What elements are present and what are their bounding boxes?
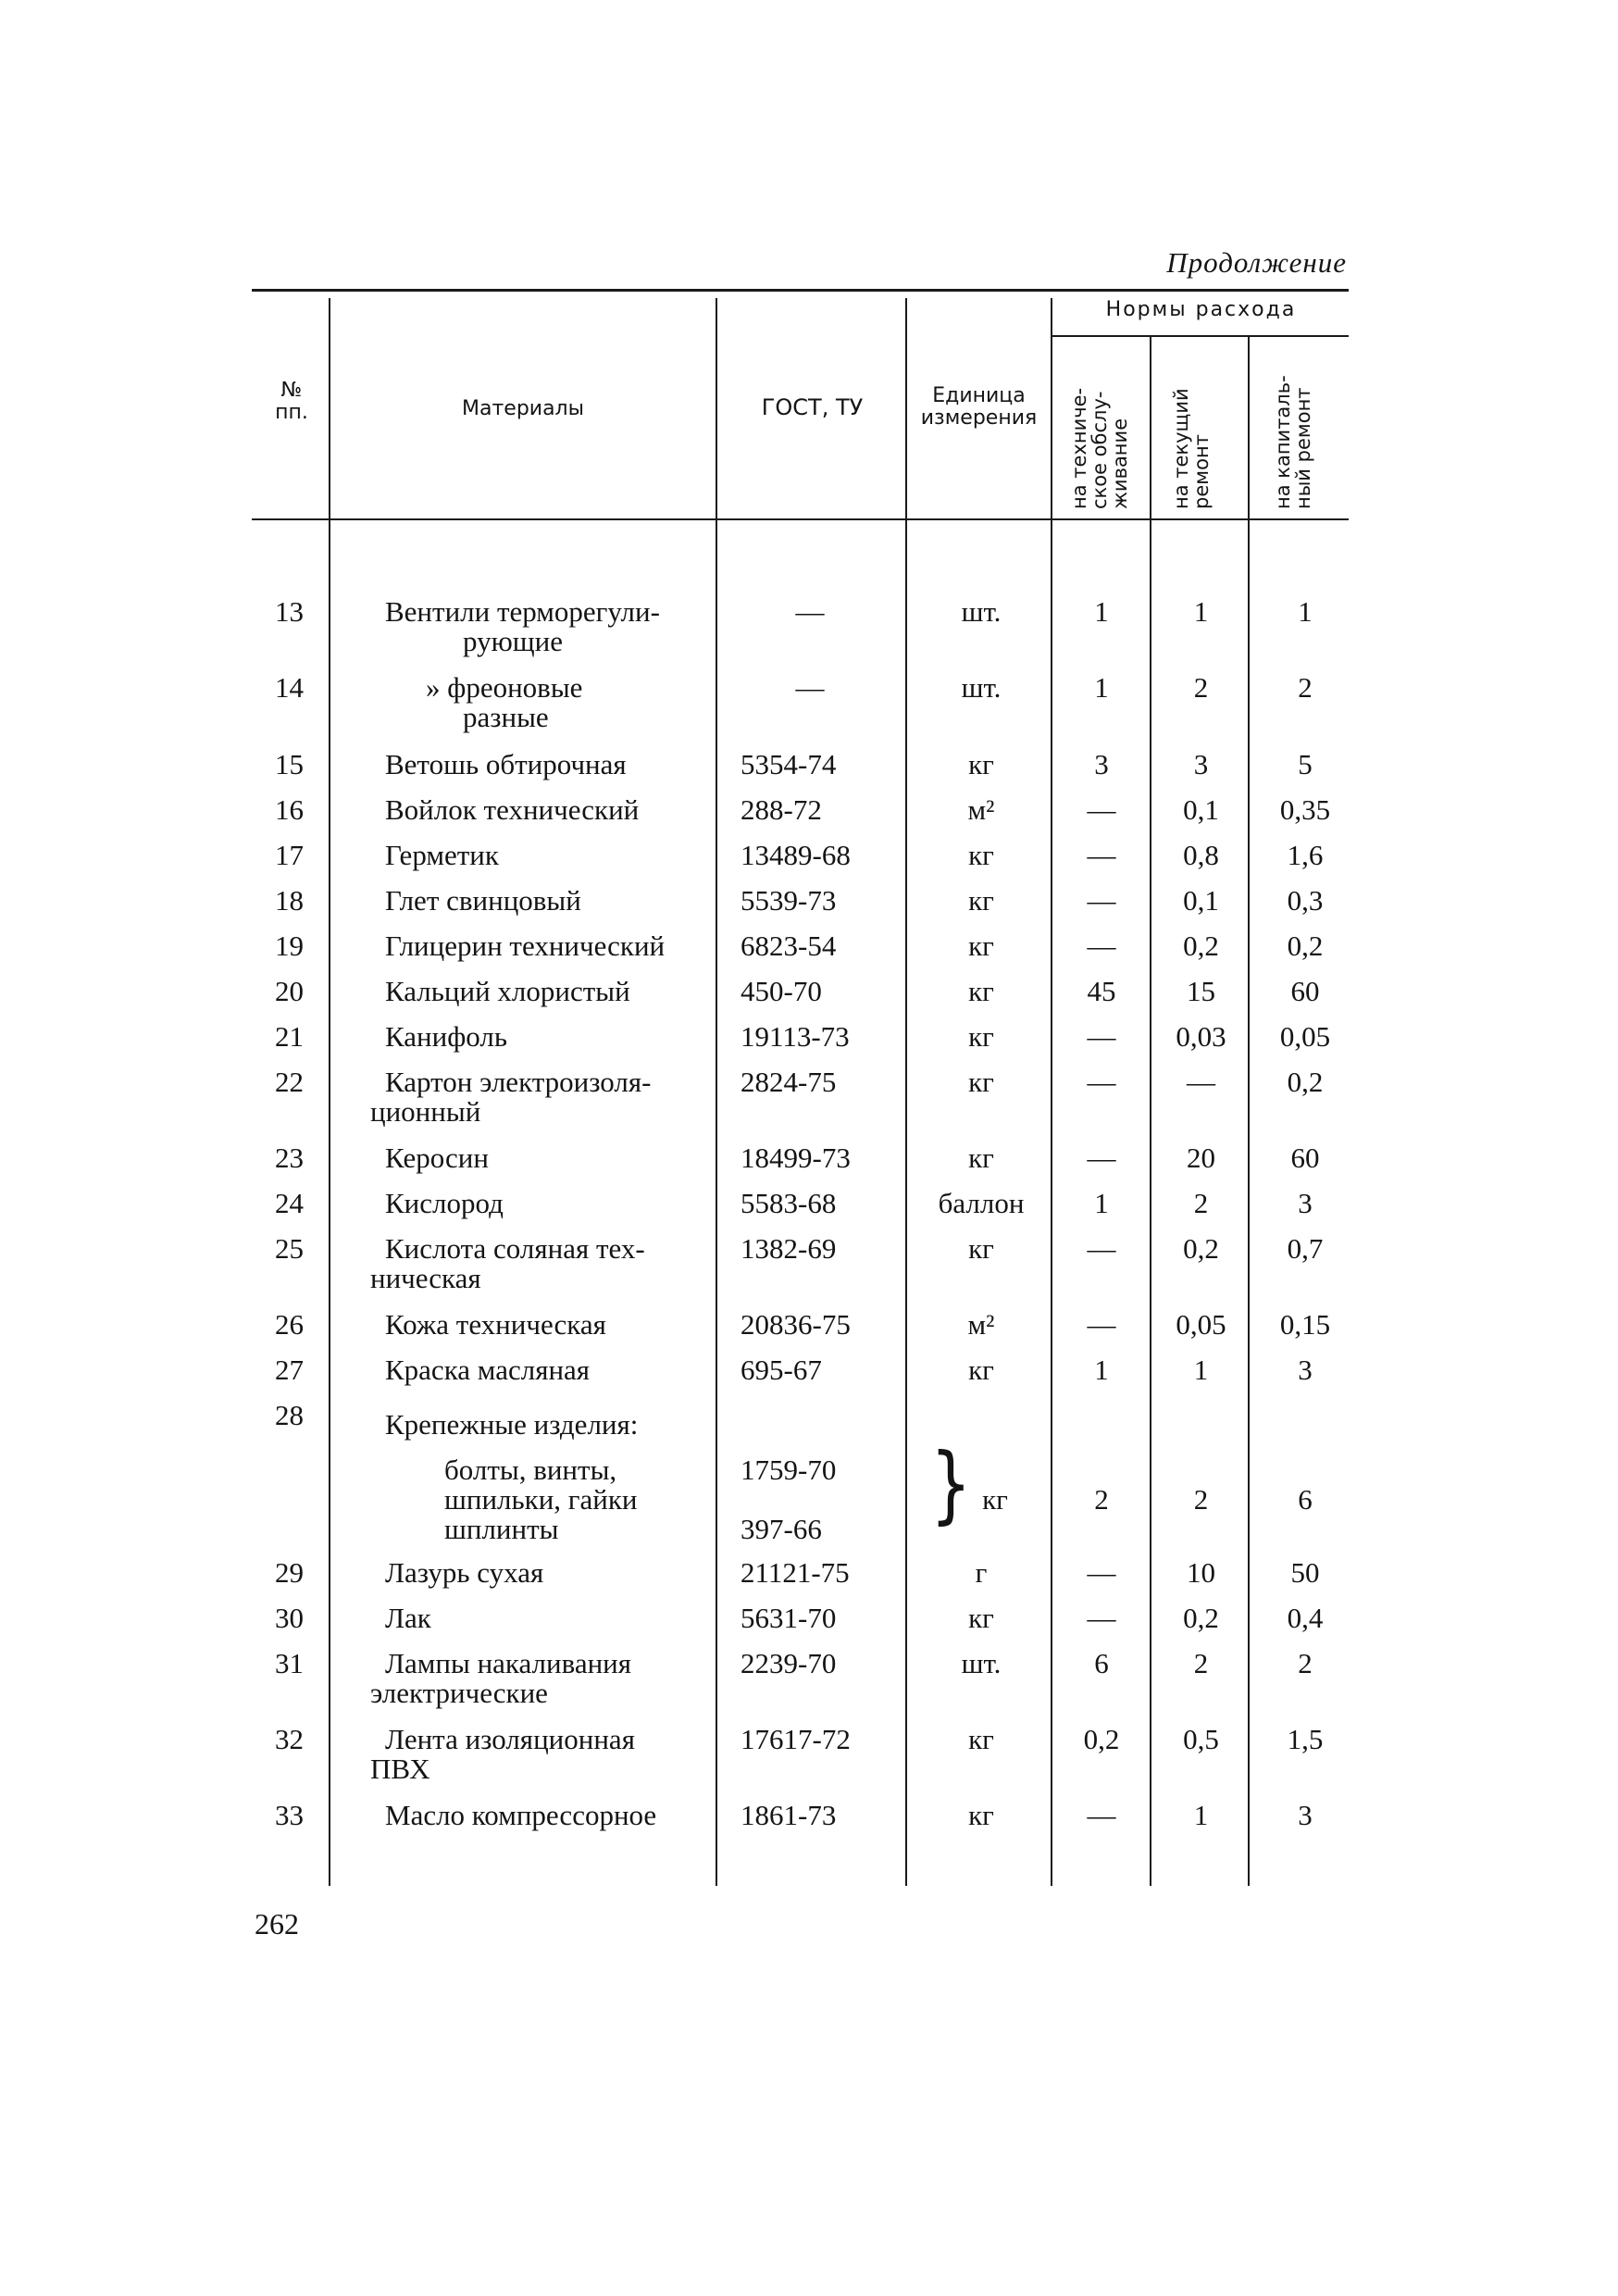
row-num: 20: [275, 975, 304, 1007]
row-norm-capital-repair: 3: [1298, 1799, 1313, 1831]
row-material-line: Масло компрессорное: [385, 1799, 657, 1831]
row-norm-capital-repair: 3: [1298, 1354, 1313, 1386]
row-norm-maintenance: 3: [1094, 748, 1109, 780]
row-unit: кг: [968, 1020, 994, 1053]
row-unit: м²: [967, 793, 995, 826]
row-norm-current-repair: 0,03: [1176, 1020, 1226, 1053]
row-material-line: рующие: [463, 625, 563, 657]
row-material: [370, 1143, 722, 1173]
row-norm-capital-repair: 0,3: [1287, 884, 1324, 917]
row-num: 31: [275, 1647, 304, 1679]
row-unit: шт.: [961, 595, 1002, 628]
row-norm-current-repair: 10: [1187, 1556, 1215, 1589]
row-num: 29: [275, 1556, 304, 1589]
row-gost: 2239-70: [741, 1647, 837, 1679]
row-28-norm-3: 6: [1298, 1483, 1313, 1516]
row-material: [370, 673, 722, 732]
row-gost: 20836-75: [741, 1308, 851, 1341]
row-norm-maintenance: 1: [1094, 1354, 1109, 1386]
row-norm-current-repair: 0,2: [1183, 930, 1219, 962]
row-material: [370, 1310, 722, 1340]
row-gost: —: [795, 671, 825, 704]
row-unit: шт.: [961, 671, 1002, 704]
row-unit: кг: [968, 1232, 994, 1265]
row-material-line: электрические: [370, 1677, 548, 1709]
row-gost: 5539-73: [741, 884, 837, 917]
row-num: 22: [275, 1066, 304, 1098]
row-norm-maintenance: 1: [1094, 595, 1109, 628]
row-material-line: разные: [463, 701, 549, 733]
row-norm-capital-repair: 3: [1298, 1187, 1313, 1219]
row-material-line: Лак: [385, 1602, 431, 1634]
row-material-line: Герметик: [385, 839, 499, 871]
header-bottom-rule: [252, 518, 1349, 520]
row-28-gost-2: 397-66: [741, 1513, 822, 1545]
row-material: [370, 1649, 722, 1708]
row-28-norm-1: 2: [1094, 1483, 1109, 1516]
row-material: [370, 886, 722, 916]
row-material-line: ническая: [370, 1262, 481, 1294]
row-norm-maintenance: —: [1087, 1308, 1116, 1341]
row-norm-capital-repair: 0,15: [1279, 1308, 1331, 1341]
row-norm-maintenance: —: [1087, 1556, 1116, 1589]
row-28-norm-2: 2: [1193, 1483, 1209, 1516]
continuation-label: Продолжение: [1166, 246, 1347, 279]
col-divider-3: [905, 298, 907, 1886]
row-material: [370, 1189, 722, 1218]
row-unit: кг: [968, 839, 994, 871]
row-norm-maintenance: —: [1087, 839, 1116, 871]
row-norm-current-repair: 0,5: [1183, 1723, 1219, 1755]
row-gost: 19113-73: [741, 1020, 850, 1053]
row-norm-maintenance: —: [1087, 793, 1116, 826]
row-material: [370, 1558, 722, 1588]
row-norm-capital-repair: 0,4: [1287, 1602, 1324, 1634]
row-material: [370, 1067, 722, 1127]
row-gost: 695-67: [741, 1354, 822, 1386]
header-norms: Нормы расхода: [1105, 298, 1297, 321]
header-materials: Материалы: [462, 397, 584, 420]
row-num: 26: [275, 1308, 304, 1341]
row-gost: 21121-75: [741, 1556, 850, 1589]
row-norm-current-repair: 0,05: [1176, 1308, 1226, 1341]
page-number: 262: [255, 1907, 299, 1940]
row-num: 23: [275, 1142, 304, 1174]
row-material-line: Вентили терморегули-: [385, 595, 660, 628]
row-gost: 13489-68: [741, 839, 851, 871]
row-material: [370, 841, 722, 870]
row-material-line: Лазурь сухая: [385, 1556, 544, 1589]
row-material: [370, 931, 722, 961]
row-material-line: Кислота соляная тех-: [385, 1232, 645, 1265]
row-material-line: Кожа техническая: [385, 1308, 606, 1341]
row-unit: кг: [968, 1723, 994, 1755]
row-gost: 5631-70: [741, 1602, 837, 1634]
row-norm-current-repair: 0,8: [1183, 839, 1219, 871]
header-unit: Единица измерения: [920, 384, 1038, 430]
row-norm-maintenance: 6: [1094, 1647, 1109, 1679]
row-norm-current-repair: 1: [1193, 1354, 1209, 1386]
row-gost: 1382-69: [741, 1232, 837, 1265]
row-norm-current-repair: 2: [1193, 1187, 1209, 1219]
row-gost: 450-70: [741, 975, 822, 1007]
row-norm-maintenance: —: [1087, 1232, 1116, 1265]
row-norm-maintenance: 1: [1094, 671, 1109, 704]
row-28-unit: кг: [982, 1483, 1008, 1516]
row-norm-maintenance: —: [1087, 1066, 1116, 1098]
row-gost: 17617-72: [741, 1723, 851, 1755]
row-material: [370, 597, 722, 656]
row-28-sub-3: шплинты: [444, 1513, 559, 1545]
row-material: [370, 1725, 722, 1784]
row-norm-current-repair: 20: [1187, 1142, 1215, 1174]
row-num: 27: [275, 1354, 304, 1386]
row-norm-capital-repair: 0,2: [1287, 930, 1324, 962]
row-num: 15: [275, 748, 304, 780]
row-num: 17: [275, 839, 304, 871]
row-gost: 288-72: [741, 793, 822, 826]
row-material-line: Глет свинцовый: [385, 884, 581, 917]
row-28-sub-2: шпильки, гайки: [444, 1483, 638, 1516]
row-gost: 18499-73: [741, 1142, 851, 1174]
row-norm-capital-repair: 5: [1298, 748, 1313, 780]
row-material: [370, 1022, 722, 1052]
row-norm-capital-repair: 1,5: [1287, 1723, 1324, 1755]
row-norm-current-repair: 1: [1193, 1799, 1209, 1831]
row-norm-capital-repair: 0,2: [1287, 1066, 1324, 1098]
row-unit: кг: [968, 930, 994, 962]
row-material-line: » фреоновые: [426, 671, 583, 704]
row-norm-capital-repair: 50: [1290, 1556, 1320, 1589]
row-gost: 5583-68: [741, 1187, 837, 1219]
row-unit: кг: [968, 1142, 994, 1174]
header-norm-current-repair: на текущий ремонт: [1170, 388, 1213, 509]
row-norm-maintenance: —: [1087, 1799, 1116, 1831]
row-material-line: ПВХ: [370, 1753, 430, 1785]
row-unit: шт.: [961, 1647, 1002, 1679]
row-norm-maintenance: —: [1087, 1142, 1116, 1174]
row-norm-capital-repair: 2: [1298, 671, 1313, 704]
row-norm-capital-repair: 1,6: [1287, 839, 1324, 871]
header-norm-maintenance: на техниче- ское обслу- живание: [1068, 387, 1131, 509]
row-unit: кг: [968, 1799, 994, 1831]
row-num: 25: [275, 1232, 304, 1265]
row-material-line: Канифоль: [385, 1020, 507, 1053]
row-material-line: Глицерин технический: [385, 930, 666, 962]
row-material: [370, 1234, 722, 1293]
col-divider-4: [1051, 298, 1052, 1886]
row-material-line: Лампы накаливания: [385, 1647, 632, 1679]
row-num: 21: [275, 1020, 304, 1053]
row-num: 19: [275, 930, 304, 962]
row-norm-current-repair: 0,1: [1183, 884, 1219, 917]
table-top-rule: [252, 289, 1349, 292]
row-norm-maintenance: 45: [1087, 975, 1116, 1007]
row-num: 13: [275, 595, 304, 628]
row-norm-maintenance: —: [1087, 884, 1116, 917]
row-unit: кг: [968, 1354, 994, 1386]
row-norm-capital-repair: 0,35: [1279, 793, 1331, 826]
row-num: 33: [275, 1799, 304, 1831]
row-norm-current-repair: —: [1187, 1066, 1215, 1098]
row-norm-current-repair: 0,2: [1183, 1602, 1219, 1634]
row-material-line: Войлок технический: [385, 793, 640, 826]
row-norm-capital-repair: 60: [1290, 1142, 1320, 1174]
row-material-line: Ветошь обтирочная: [385, 748, 627, 780]
row-num: 30: [275, 1602, 304, 1634]
row-material-line: Кислород: [385, 1187, 504, 1219]
row-unit: кг: [968, 1066, 994, 1098]
row-material-line: Лента изоляционная: [385, 1723, 635, 1755]
row-material-line: ционный: [370, 1095, 481, 1128]
row-num: 32: [275, 1723, 304, 1755]
row-material: [370, 1801, 722, 1830]
row-gost: 2824-75: [741, 1066, 837, 1098]
header-gost: ГОСТ, ТУ: [761, 394, 864, 420]
row-material-line: Кальций хлористый: [385, 975, 630, 1007]
brace-symbol: }: [930, 1434, 972, 1534]
row-gost: 6823-54: [741, 930, 837, 962]
row-num: 18: [275, 884, 304, 917]
row-unit: м²: [967, 1308, 995, 1341]
row-unit: кг: [968, 1602, 994, 1634]
row-num: 16: [275, 793, 304, 826]
row-material: [370, 1603, 722, 1633]
row-material: [370, 977, 722, 1006]
row-material-line: Керосин: [385, 1142, 489, 1174]
row-material: [370, 795, 722, 825]
row-norm-capital-repair: 2: [1298, 1647, 1313, 1679]
row-28-gost-1: 1759-70: [741, 1454, 837, 1486]
row-norm-maintenance: —: [1087, 1020, 1116, 1053]
row-norm-maintenance: 1: [1094, 1187, 1109, 1219]
row-norm-current-repair: 2: [1193, 671, 1209, 704]
row-norm-capital-repair: 60: [1290, 975, 1320, 1007]
row-norm-current-repair: 1: [1193, 595, 1209, 628]
header-num: № пп.: [275, 379, 308, 424]
row-norm-maintenance: —: [1087, 1602, 1116, 1634]
row-norm-maintenance: 0,2: [1083, 1723, 1120, 1755]
header-norm-capital-repair: на капиталь- ный ремонт: [1272, 375, 1314, 509]
row-28-title: Крепежные изделия:: [385, 1408, 639, 1441]
row-unit: кг: [968, 748, 994, 780]
row-material: [370, 750, 722, 780]
row-norm-current-repair: 2: [1193, 1647, 1209, 1679]
row-28-sub-1: болты, винты,: [444, 1454, 617, 1486]
row-unit: г: [975, 1556, 988, 1589]
row-gost: 5354-74: [741, 748, 837, 780]
row-gost: —: [795, 595, 825, 628]
row-norm-capital-repair: 0,05: [1279, 1020, 1331, 1053]
row-num: 24: [275, 1187, 304, 1219]
col-divider-5: [1150, 337, 1151, 1886]
norms-subrule: [1051, 335, 1349, 337]
row-norm-current-repair: 0,2: [1183, 1232, 1219, 1265]
row-norm-capital-repair: 1: [1298, 595, 1313, 628]
row-norm-maintenance: —: [1087, 930, 1116, 962]
row-num: 14: [275, 671, 304, 704]
row-material: [370, 1355, 722, 1385]
row-material-line: Картон электроизоля-: [385, 1066, 652, 1098]
row-28-num: 28: [275, 1399, 304, 1431]
row-norm-current-repair: 15: [1187, 975, 1215, 1007]
row-material-line: Краска масляная: [385, 1354, 591, 1386]
row-norm-current-repair: 3: [1193, 748, 1209, 780]
row-unit: кг: [968, 884, 994, 917]
row-norm-current-repair: 0,1: [1183, 793, 1219, 826]
row-unit: баллон: [938, 1187, 1025, 1219]
col-divider-1: [329, 298, 330, 1886]
row-norm-capital-repair: 0,7: [1287, 1232, 1324, 1265]
row-gost: 1861-73: [741, 1799, 837, 1831]
row-unit: кг: [968, 975, 994, 1007]
